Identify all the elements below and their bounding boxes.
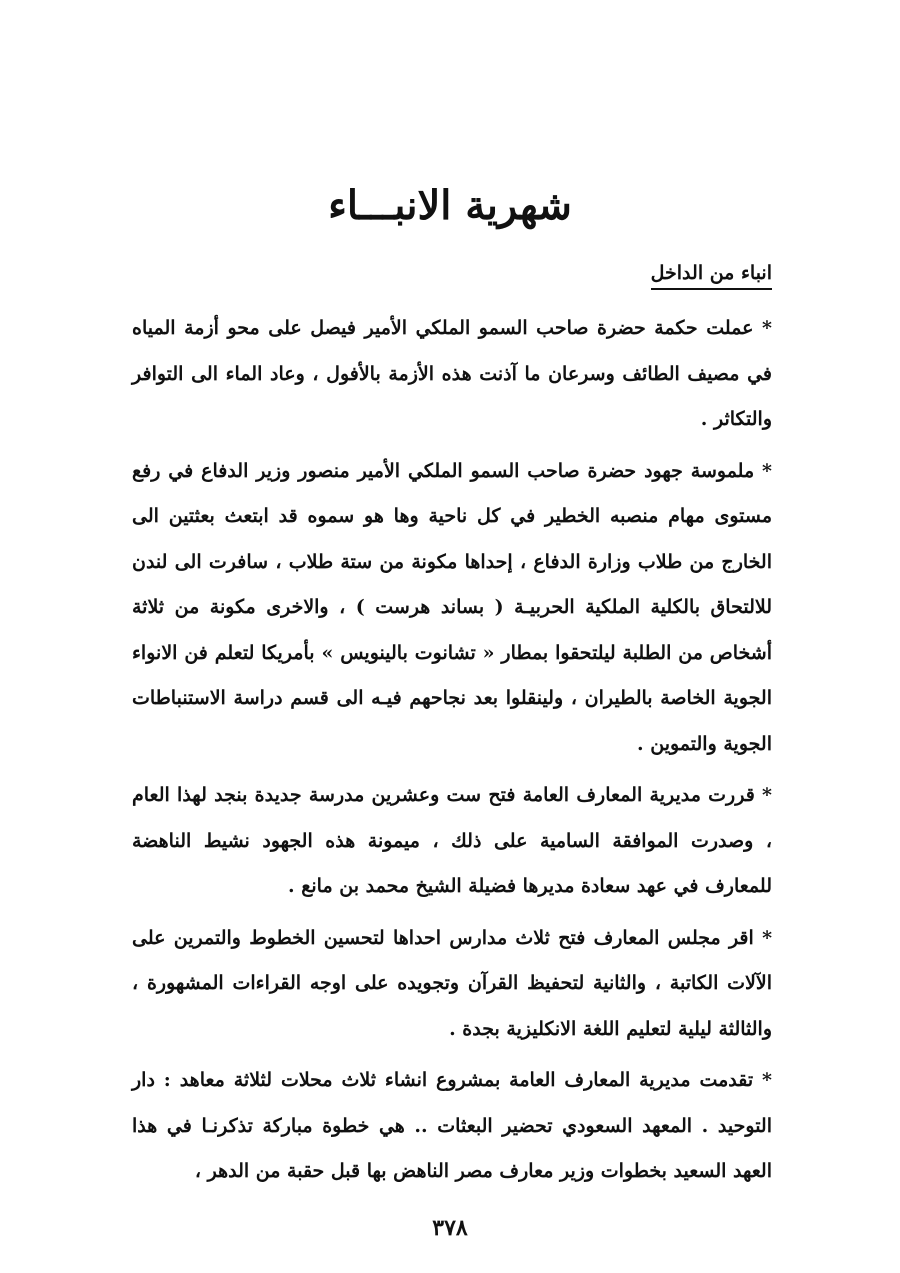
- news-item-paragraph: * ملموسة جهود حضرة صاحب السمو الملكي الأمير منصور وزير الدفاع في رفع مستوى مهام منصبه الخطير في كل ناحية وها هو سموه قد ابتعث بعثتين الى الخارج من طلاب وزارة الدفاع ، إحداها مكونة من ستة طلاب ، سافرت الى لندن للالتحاق بالكلية الملكية الحربيـة ( بساند هرست ) ، والاخرى مكونة من ثلاثة أشخاص من الطلبة ليلتحقوا بمطار « تشانوت بالينويس » بأمريكا لتعلم فن الانواء الجوية الخاصة بالطيران ، ولينقلوا بعد نجاحهم فيـه الى قسم دراسة الاستنباطات الجوية والتموين .: [132, 459, 772, 755]
- page-title: شهرية الانبـــاء: [328, 182, 572, 229]
- section-heading: انباء من الداخل: [651, 262, 772, 290]
- news-item-paragraph: * قررت مديرية المعارف العامة فتح ست وعشرين مدرسة جديدة بنجد لهذا العام ، وصدرت الموافقة السامية على ذلك ، ميمونة هذه الجهود نشيط الناهضة للمعارف في عهد سعادة مديرها فضيلة الشيخ محمد بن مانع .: [132, 784, 772, 897]
- news-item-paragraph: * عملت حكمة حضرة صاحب السمو الملكي الأمير فيصل على محو أزمة المياه في مصيف الطائف وسرعان ما آذنت هذه الأزمة بالأفول ، وعاد الماء الى التوافر والتكاثر .: [132, 317, 772, 430]
- news-item-paragraph: * اقر مجلس المعارف فتح ثلاث مدارس احداها لتحسين الخطوط والتمرين على الآلات الكاتبة ، والثانية لتحفيظ القرآن وتجويده على اوجه القراءات المشهورة ، والثالثة ليلية لتعليم اللغة الانكليزية بجدة .: [132, 926, 772, 1040]
- page-number: ٣٧٨: [432, 1215, 468, 1241]
- news-item-paragraph: * تقدمت مديرية المعارف العامة بمشروع انشاء ثلاث محلات لثلاثة معاهد : دار التوحيد . المعهد السعودي تحضير البعثات .. هي خطوة مباركة تذكرنـا في هذا العهد السعيد بخطوات وزير معارف مصر الناهض بها قبل حقبة من الدهر ،: [132, 1069, 772, 1182]
- article-body: [132, 306, 772, 1201]
